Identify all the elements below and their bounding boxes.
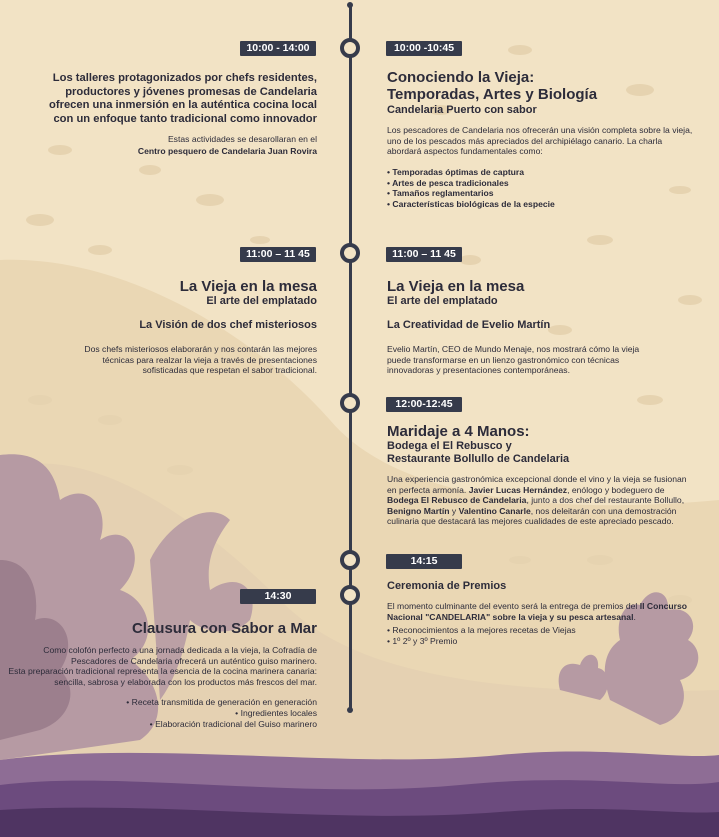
event-2-right-description: Evelio Martín, CEO de Mundo Menaje, nos mostrará cómo la vieja puede transformarse en un lienzo gastronómico con técnicas innovadoras y presentaciones contemporáneas. — [387, 344, 640, 376]
timeline-node-4 — [340, 550, 360, 570]
intro-note: Estas actividades se desarollaran en el — [167, 134, 317, 144]
event-2-left-sub2: La Visión de dos chef misteriosos — [139, 319, 317, 331]
event-3-subtitle: Bodega el El Rebusco y — [387, 440, 512, 452]
time-badge-workshops: 10:00 - 14:00 — [240, 41, 316, 56]
list-item: • Artes de pesca tradicionales — [387, 178, 707, 189]
intro-headline: Los talleres protagonizados por chefs residentes, productores y jóvenes promesas de Candelaria ofrecen una inmersión en la auténtica cocina local con un enfoque tanto tradicional como innovador — [49, 72, 317, 125]
event-2-left-description: Dos chefs misteriosos elaborarán y nos contarán las mejores técnicas para realzar la vieja a través de presentaciones sofisticadas que respetan el sabor tradicional. — [84, 344, 317, 376]
event-2-right-sub2: La Creatividad de Evelio Martín — [387, 319, 551, 331]
time-badge-event-5: 14:30 — [240, 589, 316, 604]
timeline-start-dot — [347, 2, 353, 8]
intro-venue: Centro pesquero de Candelaria Juan Rovira — [137, 146, 317, 156]
list-item: • Receta transmitida de generación en generación — [0, 697, 317, 708]
time-badge-event-2-left: 11:00 – 11 45 — [240, 247, 316, 262]
list-item: • Características biológicas de la especie — [387, 199, 707, 210]
timeline-end-dot — [347, 707, 353, 713]
time-badge-event-3: 12:00-12:45 — [386, 397, 462, 412]
timeline-node-1 — [340, 38, 360, 58]
list-item: • Ingredientes locales — [0, 708, 317, 719]
list-item: • 1º 2º y 3º Premio — [387, 636, 697, 647]
event-2-right-title: La Vieja en la mesa — [387, 278, 525, 295]
event-5-title: Clausura con Sabor a Mar — [131, 620, 317, 637]
event-4-title: Ceremonia de Premios — [387, 580, 507, 592]
event-5-description-2: Esta preparación tradicional representa la esencia de la cocina marinera canaria: sencilla, sabrosa y elaborada con los productos más frescos del mar. — [8, 666, 317, 687]
event-3-subtitle-2: Restaurante Bollullo de Candelaria — [387, 453, 570, 465]
event-5-description-1: Como colofón perfecto a una jornada dedicada a la vieja, la Cofradía de Pescadores de Candelaria ofrecerá un auténtico guiso marinero. — [43, 645, 317, 666]
event-3-description: Una experiencia gastronómica excepcional donde el vino y la vieja se fusionan en perfecta armonía. Javier Lucas Hernández, enólogo y bodeguero de Bodega El Rebusco de Candelaria, junto a dos chef del restaurante Bollullo, Benigno Martín y Valentino Canarle, nos deleitarán con una demostración culinaria que destacará las mejores cualidades de este apreciado pescado. — [387, 474, 687, 527]
event-1-title-2: Temporadas, Artes y Biología — [387, 86, 598, 103]
event-1-bullets — [387, 167, 707, 210]
event-1-subtitle: Candelaria Puerto con sabor — [387, 104, 537, 116]
event-5 — [0, 620, 317, 730]
event-2-right — [387, 278, 657, 376]
event-4-description: El momento culminante del evento será la entrega de premios del II Concurso Nacional "CANDELARIA" sobre la vieja y su pesca artesanal. — [387, 601, 687, 622]
event-3-title: Maridaje a 4 Manos: — [387, 423, 530, 440]
event-5-bullets — [0, 697, 317, 729]
timeline-node-2 — [340, 243, 360, 263]
timeline-node-5 — [340, 585, 360, 605]
event-1-title: Conociendo la Vieja: — [387, 69, 535, 86]
event-1 — [387, 69, 707, 210]
event-4-bullets — [387, 625, 697, 647]
event-4 — [387, 580, 697, 647]
event-2-right-subtitle: El arte del emplatado — [387, 295, 498, 307]
event-2-left-title: La Vieja en la mesa — [179, 278, 317, 295]
event-3 — [387, 423, 697, 527]
event-1-description: Los pescadores de Candelaria nos ofrecerán una visión completa sobre la vieja, uno de los pescados más apreciados del archipiélago canario. La charla abordará aspectos fundamentales como: — [387, 125, 693, 157]
timeline-node-3 — [340, 393, 360, 413]
list-item: • Tamaños reglamentarios — [387, 188, 707, 199]
time-badge-event-1: 10:00 -10:45 — [386, 41, 462, 56]
time-badge-event-2-right: 11:00 – 11 45 — [386, 247, 462, 262]
time-badge-event-4: 14:15 — [386, 554, 462, 569]
event-2-left-subtitle: El arte del emplatado — [206, 295, 317, 307]
event-2-left — [60, 278, 317, 376]
list-item: • Reconocimientos a la mejores recetas de Viejas — [387, 625, 697, 636]
list-item: • Temporadas óptimas de captura — [387, 167, 707, 178]
list-item: • Elaboración tradicional del Guiso marinero — [0, 719, 317, 730]
